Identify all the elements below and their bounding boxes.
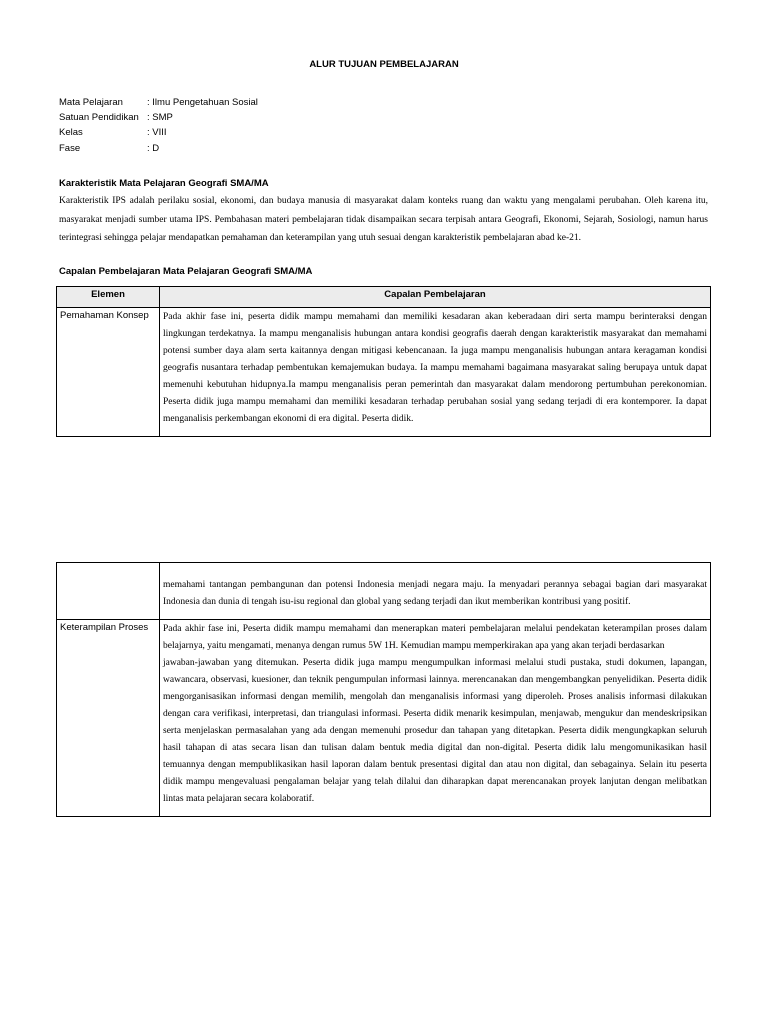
info-value: : VIII bbox=[147, 127, 167, 139]
info-label: Fase bbox=[59, 142, 81, 154]
capaian-cell: Pada akhir fase ini, peserta didik mampu memahami dan memiliki kesadaran akan keberadaan diri serta mampu berinteraksi dengan lingkungan terdekatnya. Ia mampu menganalisis hubungan antara kondisi geografis daerah dengan karakteristik masyarakat dan memahami potensi sumber daya alam serta kaitannya dengan mitigasi kebencanaan. Ia juga mampu menganalisis hubungan antara keragaman kondisi geografis nusantara terhadap pembentukan kemajemukan budaya. Ia mampu memahami bagaimana masyarakat saling berupaya untuk dapat memenuhi kebutuhan hidupnya.Ia mampu menganalisis peran pemerintah dan masyarakat dalam mendorong pertumbuhan perekonomian. Peserta didik juga mampu memahami dan memiliki kesadaran terhadap perubahan sosial yang sedang terjadi di era kontemporer. Ia dapat menganalisis perkembangan ekonomi di era digital. Peserta didik. bbox=[160, 308, 711, 437]
capaian-table-continued bbox=[56, 562, 711, 817]
elemen-cell: Keterampilan Proses bbox=[57, 620, 160, 817]
info-value: : D bbox=[147, 142, 160, 154]
karakteristik-heading: Karakteristik Mata Pelajaran Geografi SMA/MA bbox=[59, 178, 269, 189]
table-header-row bbox=[57, 287, 711, 308]
table-row bbox=[57, 308, 711, 437]
table-row bbox=[57, 563, 711, 620]
table-row bbox=[57, 620, 711, 817]
info-row-fase bbox=[59, 141, 258, 156]
info-label: Satuan Pendidikan bbox=[59, 112, 139, 124]
info-label: Kelas bbox=[59, 127, 83, 139]
info-value: : SMP bbox=[147, 112, 173, 124]
info-row-satuan-pendidikan bbox=[59, 110, 258, 125]
header-elemen: Elemen bbox=[57, 287, 160, 308]
elemen-cell bbox=[57, 563, 160, 620]
capaian-cell bbox=[160, 620, 711, 817]
info-label: Mata Pelajaran bbox=[59, 97, 123, 108]
capaian-table bbox=[56, 286, 711, 437]
elemen-cell: Pemahaman Konsep bbox=[57, 308, 160, 437]
info-row-kelas bbox=[59, 125, 258, 140]
document-title: ALUR TUJUAN PEMBELAJARAN bbox=[309, 59, 459, 70]
info-row-mata-pelajaran bbox=[59, 95, 258, 110]
karakteristik-paragraph: Karakteristik IPS adalah perilaku sosial, ekonomi, dan budaya manusia di masyarakat dalam konteks ruang dan waktu yang mengalami perubahan. Oleh karena itu, masyarakat menjadi sumber utama IPS. Pembahasan materi pembelajaran tidak disampaikan secara terpisah antara Geografi, Ekonomi, Sejarah, Sosiologi, namun harus terintegrasi sehingga pelajar mendapatkan pemahaman dan keterampilan yang utuh sesuai dengan karakteristik pembelajaran abad ke-21. bbox=[59, 196, 708, 243]
capaian-paragraph: Pada akhir fase ini, Peserta didik mampu memahami dan menerapkan materi pembelajaran melalui pendekatan keterampilan proses dalam belajarnya, yaitu mengamati, menanya dengan rumus 5W 1H. Kemudian mampu memperkirakan apa yang akan terjadi berdasarkan bbox=[163, 624, 707, 651]
info-block bbox=[59, 95, 258, 156]
capaian-paragraph: jawaban-jawaban yang ditemukan. Peserta didik juga mampu mengumpulkan informasi melalui studi pustaka, studi dokumen, lapangan, wawancara, observasi, kuesioner, dan teknik pengumpulan informasi lainnya. merencanakan dan mengembangkan penyelidikan. Peserta didik mengorganisasikan informasi dengan memilih, mengolah dan menganalisis informasi yang diperoleh. Proses analisis informasi dilakukan dengan cara verifikasi, interpretasi, dan triangulasi informasi. Peserta didik menarik kesimpulan, menjawab, mengukur dan mendeskripsikan serta menjelaskan permasalahan yang ada dengan memenuhi prosedur dan tahapan yang ditetapkan. Peserta didik mengungkapkan seluruh hasil tahapan di atas secara lisan dan tulisan dalam bentuk media digital dan non-digital. Peserta didik lalu mengomunikasikan hasil temuannya dengan mempublikasikan hasil laporan dalam bentuk presentasi digital dan atau non digital, dan sebagainya. Selain itu peserta didik mampu mengevaluasi pengalaman belajar yang telah dilalui dan diharapkan dapat merencanakan proyek lanjutan dengan melibatkan lintas mata pelajaran secara kolaboratif. bbox=[163, 658, 707, 804]
info-value: : Ilmu Pengetahuan Sosial bbox=[147, 97, 258, 108]
capaian-cell: memahami tantangan pembangunan dan potensi Indonesia menjadi negara maju. Ia menyadari perannya sebagai bagian dari masyarakat Indonesia dan dunia di tengah isu-isu regional dan global yang sedang terjadi dan ikut memberikan kontribusi yang positif. bbox=[160, 563, 711, 620]
capaian-heading: Capalan Pembelajaran Mata Pelajaran Geografi SMA/MA bbox=[59, 266, 313, 277]
header-capaian: Capalan Pembelajaran bbox=[160, 287, 711, 308]
